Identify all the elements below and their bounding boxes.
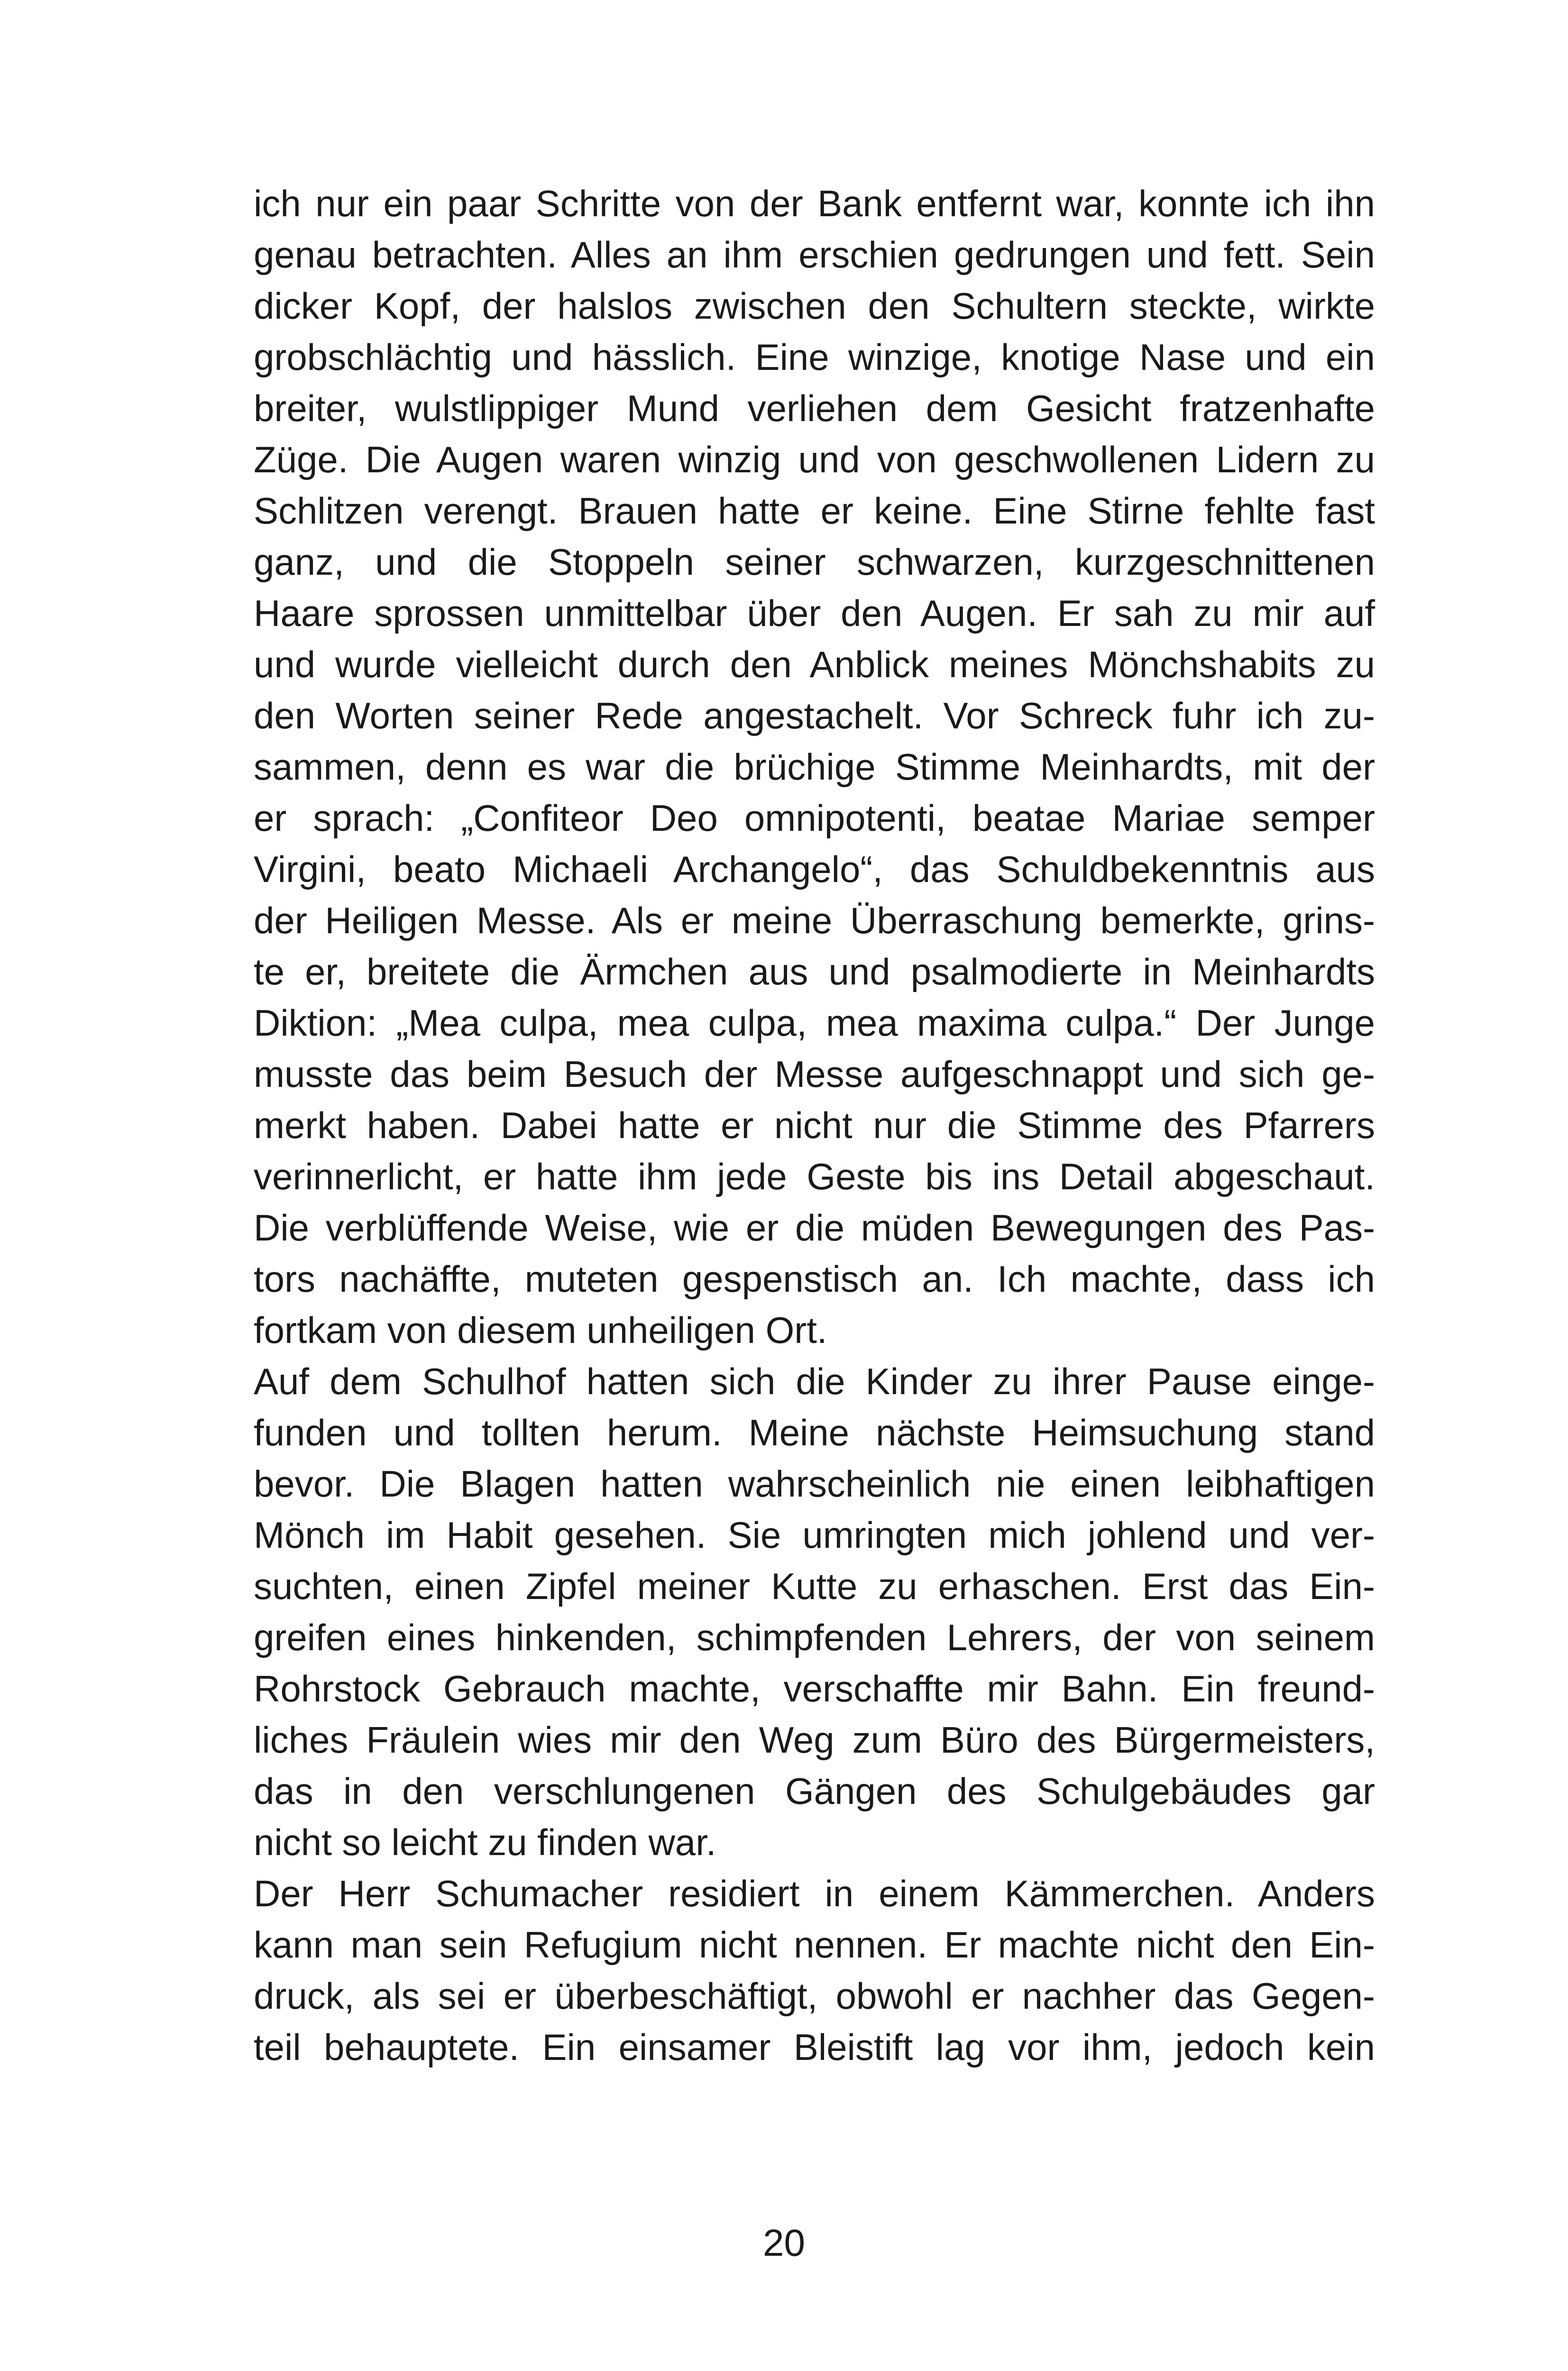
text-line: er sprach: „Confiteor Deo omnipotenti, beatae Mariae semper [254,797,1375,839]
text-line: greifen eines hinkenden, schimpfenden Lehrers, der von seinem [254,1617,1375,1658]
text-line: liches Fräulein wies mir den Weg zum Büro des Bürgermeisters, [254,1719,1375,1761]
text-line: suchten, einen Zipfel meiner Kutte zu erhaschen. Erst das Ein- [254,1565,1375,1607]
text-line: Der Herr Schumacher residiert in einem Kämmerchen. Anders [254,1873,1375,1914]
text-line: Diktion: „Mea culpa, mea culpa, mea maxima culpa.“ Der Junge [254,1002,1375,1044]
text-line: nicht so leicht zu finden war. [254,1821,716,1863]
text-line: Rohrstock Gebrauch machte, verschaffte mir Bahn. Ein freund- [254,1668,1375,1709]
text-line: bevor. Die Blagen hatten wahrscheinlich nie einen leibhaftigen [254,1463,1375,1505]
text-line: fortkam von diesem unheiligen Ort. [254,1309,827,1351]
text-line: funden und tollten herum. Meine nächste Heimsuchung stand [254,1412,1375,1453]
text-line: den Worten seiner Rede angestachelt. Vor Schreck fuhr ich zu- [254,695,1375,736]
text-line: tors nachäffte, muteten gespenstisch an. Ich machte, dass ich [254,1258,1375,1300]
paragraph [254,1868,1375,2073]
text-line: genau betrachten. Alles an ihm erschien gedrungen und fett. Sein [254,234,1375,276]
text-line: Haare sprossen unmittelbar über den Augen. Er sah zu mir auf [254,592,1375,634]
text-line: ganz, und die Stoppeln seiner schwarzen, kurzgeschnittenen [254,541,1375,583]
text-line: kann man sein Refugium nicht nennen. Er machte nicht den Ein- [254,1924,1375,1966]
text-line: teil behauptete. Ein einsamer Bleistift lag vor ihm, jedoch kein [254,2026,1375,2068]
text-line: te er, breitete die Ärmchen aus und psalmodierte in Meinhardts [254,951,1375,993]
paragraph [254,178,1375,1356]
text-line: Züge. Die Augen waren winzig und von geschwollenen Lidern zu [254,439,1375,480]
text-line: das in den verschlungenen Gängen des Schulgebäudes gar [254,1770,1375,1812]
text-line: breiter, wulstlippiger Mund verliehen dem Gesicht fratzenhafte [254,387,1375,429]
text-line: musste das beim Besuch der Messe aufgeschnappt und sich ge- [254,1053,1375,1095]
text-line: Die verblüffende Weise, wie er die müden Bewegungen des Pas- [254,1207,1375,1249]
paragraph [254,1356,1375,1868]
text-line: ich nur ein paar Schritte von der Bank entfernt war, konnte ich ihn [254,183,1375,224]
page-number: 20 [763,2222,805,2264]
text-line: Auf dem Schulhof hatten sich die Kinder zu ihrer Pause einge- [254,1360,1375,1402]
text-line: der Heiligen Messe. Als er meine Überraschung bemerkte, grins- [254,900,1375,941]
text-line: merkt haben. Dabei hatte er nicht nur die Stimme des Pfarrers [254,1104,1375,1146]
body-text [254,178,1375,2073]
text-line: Mönch im Habit gesehen. Sie umringten mich johlend und ver- [254,1514,1375,1556]
text-line: verinnerlicht, er hatte ihm jede Geste bis ins Detail abgeschaut. [254,1156,1375,1197]
text-line: druck, als sei er überbeschäftigt, obwohl er nachher das Gegen- [254,1975,1375,2017]
text-line: Virgini, beato Michaeli Archangelo“, das Schuldbekenntnis aus [254,848,1375,890]
text-line: sammen, denn es war die brüchige Stimme Meinhardts, mit der [254,746,1375,788]
text-line: Schlitzen verengt. Brauen hatte er keine. Eine Stirne fehlte fast [254,490,1375,532]
text-line: dicker Kopf, der halslos zwischen den Schultern steckte, wirkte [254,285,1375,327]
text-line: und wurde vielleicht durch den Anblick meines Mönchshabits zu [254,643,1375,685]
text-line: grobschlächtig und hässlich. Eine winzige, knotige Nase und ein [254,336,1375,378]
